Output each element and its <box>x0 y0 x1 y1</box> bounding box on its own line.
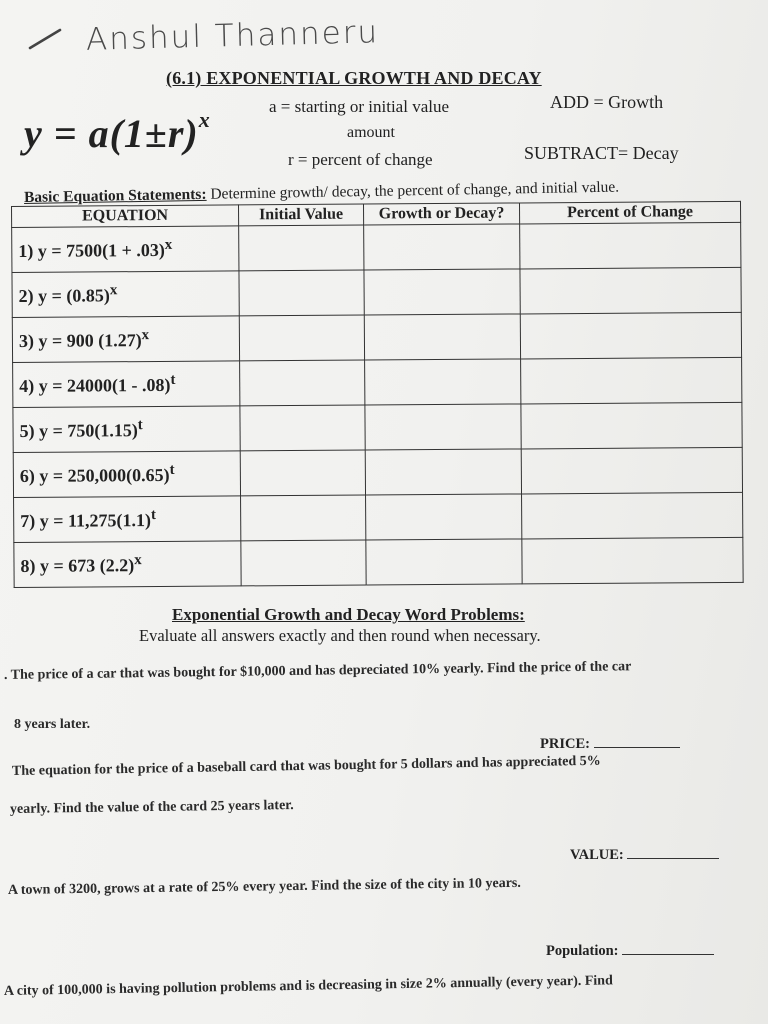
growth-decay-formula: $y = a(1\pm r)^x$ <box>24 106 211 156</box>
percent-change-answer-cell[interactable] <box>522 537 743 584</box>
table-row <box>14 537 743 587</box>
table-row <box>14 492 743 542</box>
initial-value-answer-cell[interactable] <box>241 495 366 541</box>
initial-value-answer-cell[interactable] <box>239 315 364 361</box>
equation-cell: 8) y = 673 $(2.2)^x$ <box>14 541 241 588</box>
student-name: Anshul Thanneru <box>85 14 380 58</box>
problem-2-text-line-2: yearly. Find the value of the card 25 years later. <box>9 798 294 817</box>
table-row <box>12 267 741 317</box>
initial-value-answer-cell[interactable] <box>240 450 365 496</box>
population-label: Population: <box>546 943 619 959</box>
percent-change-answer-cell[interactable] <box>521 447 742 494</box>
header-initial-value: Initial Value <box>238 204 363 226</box>
problem-3-answer <box>546 942 714 960</box>
price-label: PRICE: <box>540 736 590 752</box>
word-problems-subtitle: Evaluate all answers exactly and then round when necessary. <box>139 626 541 645</box>
value-answer-blank[interactable] <box>627 846 719 859</box>
percent-change-answer-cell[interactable] <box>521 357 742 404</box>
equation-cell: 2) $y = (0.85)^x$ <box>12 271 239 318</box>
growth-or-decay-answer-cell[interactable] <box>365 449 521 495</box>
definition-a: a = starting or initial value <box>269 97 450 116</box>
growth-or-decay-answer-cell[interactable] <box>364 224 520 270</box>
checkmark-icon <box>26 26 66 56</box>
definition-r: r = percent of change <box>288 150 433 169</box>
problem-1-text-line-1: . The price of a car that was bought for $10,000 and has depreciated 10% yearly. Find the price of the car <box>3 659 632 683</box>
initial-value-answer-cell[interactable] <box>240 405 365 451</box>
worksheet-title: (6.1) EXPONENTIAL GROWTH AND DECAY <box>166 68 542 88</box>
header-growth-or-decay: Growth or Decay? <box>363 203 519 225</box>
equation-cell: 3) y = 900 $(1.27)^x$ <box>12 316 239 363</box>
initial-value-answer-cell[interactable] <box>240 360 365 406</box>
table-row <box>12 222 741 272</box>
growth-or-decay-answer-cell[interactable] <box>366 539 522 585</box>
problem-4-text: A city of 100,000 is having pollution problems and is decreasing in size 2% annually (every year). Find <box>3 973 613 999</box>
equation-cell: 1) $y = 7500(1 + .03)^x$ <box>12 226 239 273</box>
problem-3-text: A town of 3200, grows at a rate of 25% every year. Find the size of the city in 10 years. <box>7 875 521 898</box>
equation-cell: 4) y = 24000(1 - .08)$^t$ <box>13 361 240 408</box>
growth-or-decay-answer-cell[interactable] <box>365 404 521 450</box>
problem-2-answer <box>570 846 719 864</box>
value-label: VALUE: <box>570 847 624 863</box>
percent-change-answer-cell[interactable] <box>521 402 742 449</box>
subtract-decay-rule: SUBTRACT= Decay <box>524 143 679 163</box>
problem-2-text-line-1: The equation for the price of a baseball card that was bought for 5 dollars and has appreciated 5% <box>11 753 601 779</box>
table-row <box>13 447 742 497</box>
price-answer-blank[interactable] <box>594 735 680 748</box>
growth-or-decay-answer-cell[interactable] <box>366 494 522 540</box>
growth-or-decay-answer-cell[interactable] <box>364 314 520 360</box>
percent-change-answer-cell[interactable] <box>520 222 741 269</box>
table-row <box>13 357 742 407</box>
initial-value-answer-cell[interactable] <box>239 270 364 316</box>
equation-cell: 5) $y = 750(1.15)^t$ <box>13 406 240 453</box>
header-percent-of-change: Percent of Change <box>519 201 740 224</box>
population-answer-blank[interactable] <box>622 942 714 955</box>
percent-change-answer-cell[interactable] <box>520 267 741 314</box>
add-growth-rule: ADD = Growth <box>550 92 664 112</box>
definition-a-amount: amount <box>347 124 395 141</box>
table-row <box>13 402 742 452</box>
table-instructions: Basic Equation Statements: Determine growth/ decay, the percent of change, and initial value. <box>23 178 620 206</box>
equation-table <box>11 201 744 588</box>
word-problems-title: Exponential Growth and Decay Word Problems: <box>172 605 525 624</box>
initial-value-answer-cell[interactable] <box>241 540 366 586</box>
growth-or-decay-answer-cell[interactable] <box>364 269 520 315</box>
initial-value-answer-cell[interactable] <box>239 225 364 271</box>
header-equation: EQUATION <box>12 205 239 228</box>
problem-1-text-line-2: 8 years later. <box>14 717 91 732</box>
growth-or-decay-answer-cell[interactable] <box>365 359 521 405</box>
table-row <box>12 312 741 362</box>
problem-1-answer <box>540 735 680 753</box>
equation-cell: 7) $y = 11,275(1.1)^t$ <box>14 496 241 543</box>
percent-change-answer-cell[interactable] <box>520 312 741 359</box>
percent-change-answer-cell[interactable] <box>522 492 743 539</box>
equation-cell: 6) $y = 250,000(0.65)^t$ <box>13 451 240 498</box>
